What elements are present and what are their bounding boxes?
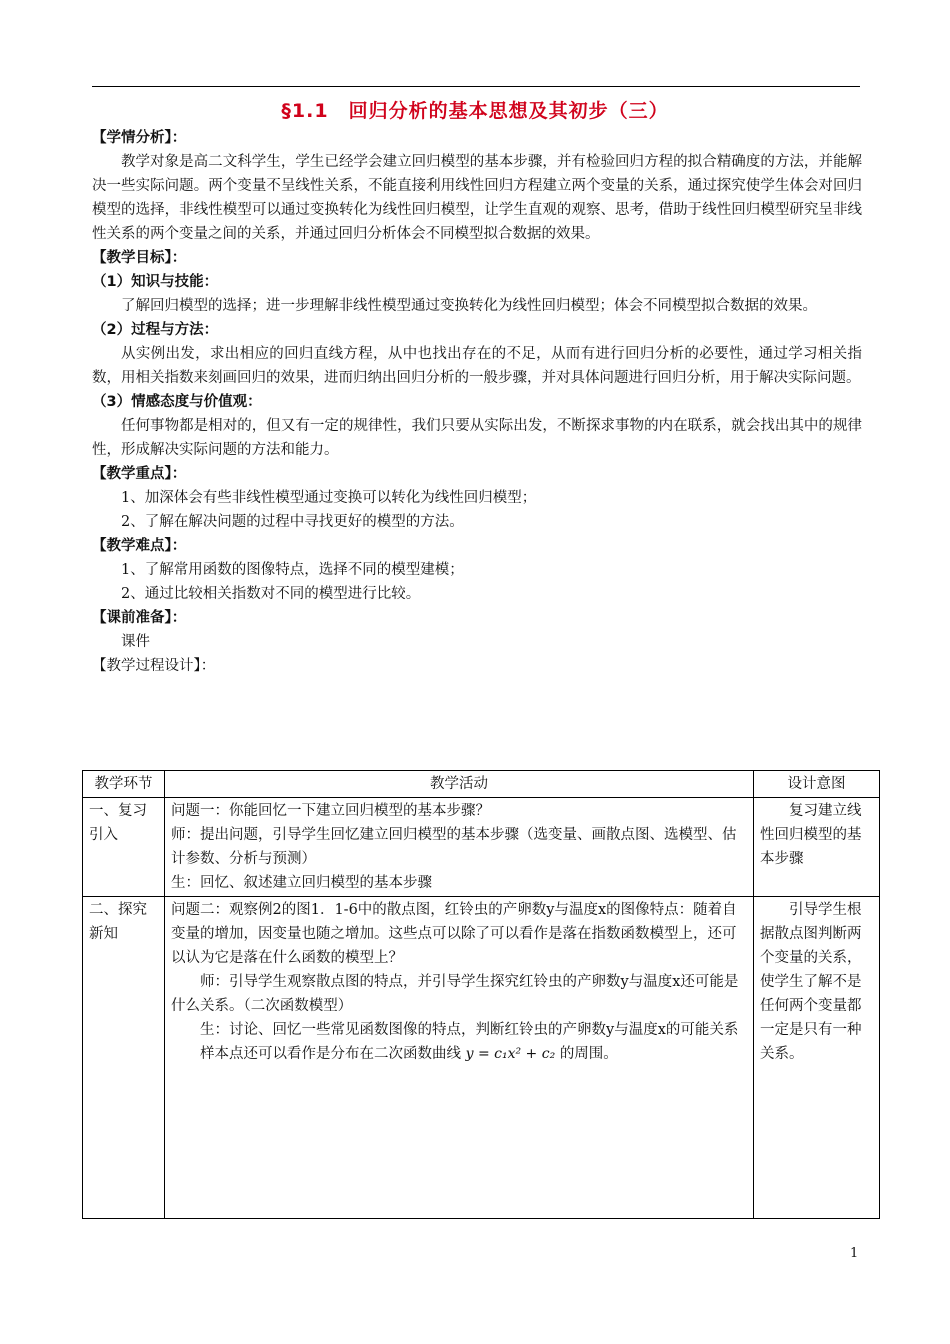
nandian-item-1: 1、了解常用函数的图像特点，选择不同的模型建模；	[121, 562, 464, 578]
document-body	[92, 126, 862, 678]
header-stage: 教学环节	[83, 771, 165, 798]
page-number: 1	[850, 1246, 859, 1261]
stage-cell: 二、探究新知	[83, 897, 165, 1219]
sample-line	[171, 1042, 747, 1066]
guocheng-heading: 【教学过程设计】：	[92, 658, 216, 674]
zhunbei-body: 课件	[121, 634, 150, 650]
xueqing-heading: 【学情分析】：	[92, 130, 187, 146]
activity-cell	[165, 897, 754, 1219]
table-header-row	[83, 771, 880, 798]
xueqing-paragraph: 教学对象是高二文科学生，学生已经学会建立回归模型的基本步骤，并有检验回归方程的拟合精确度的方法，并能解决一些实际问题。两个变量不呈线性关系，不能直接利用线性回归方程建立两个变量的关系，通过探究使学生体会对回归模型的选择，非线性模型可以通过变换转化为线性回归模型，让学生直观的观察、思考，借助于线性回归模型研究呈非线性关系的两个变量之间的关系，并通过回归分析体会不同模型拟合数据的效果。	[92, 154, 862, 242]
activity-line: 问题二：观察例2的图1．1-6中的散点图，红铃虫的产卵数y与温度x的图像特点：随着自变量的增加，因变量也随之增加。这些点可以除了可以看作是落在指数函数模型上，还可以认为它是落在什么函数的模型上？	[171, 902, 737, 966]
header-rule	[92, 86, 860, 87]
stage-cell: 一、复习引入	[83, 798, 165, 897]
activity-line: 生：讨论、回忆一些常见函数图像的特点，判断红铃虫的产卵数y与温度x的可能关系	[200, 1022, 739, 1038]
table-row	[83, 897, 880, 1219]
activity-line: 生：回忆、叙述建立回归模型的基本步骤	[171, 875, 432, 891]
intent-cell: 引导学生根据散点图判断两个变量的关系，使学生了解不是任何两个变量都一定是只有一种关系。	[754, 897, 880, 1219]
quadratic-formula: y = c₁x² + c₂	[465, 1046, 556, 1062]
nandian-heading: 【教学难点】：	[92, 538, 187, 554]
mubiao-3-paragraph: 任何事物都是相对的，但又有一定的规律性，我们只要从实际出发，不断探求事物的内在联系，就会找出其中的规律性，形成解决实际问题的方法和能力。	[92, 418, 862, 458]
intent-cell: 复习建立线性回归模型的基本步骤	[754, 798, 880, 897]
table-row	[83, 798, 880, 897]
mubiao-heading: 【教学目标】：	[92, 250, 187, 266]
mubiao-1-heading: （1）知识与技能：	[92, 274, 219, 290]
zhongdian-item-1: 1、加深体会有些非线性模型通过变换可以转化为线性回归模型；	[121, 490, 537, 506]
mubiao-2-heading: （2）过程与方法：	[92, 322, 219, 338]
sample-text-after: 的周围。	[559, 1046, 618, 1062]
activity-line: 师：提出问题，引导学生回忆建立回归模型的基本步骤（选变量、画散点图、选模型、估计参数、分析与预测）	[171, 827, 737, 867]
zhongdian-item-2: 2、了解在解决问题的过程中寻找更好的模型的方法。	[121, 514, 464, 530]
activity-line: 问题一：你能回忆一下建立回归模型的基本步骤？	[171, 803, 490, 819]
mubiao-1-paragraph: 了解回归模型的选择；进一步理解非线性模型通过变换转化为线性回归模型；体会不同模型拟合数据的效果。	[121, 298, 817, 314]
zhongdian-heading: 【教学重点】：	[92, 466, 187, 482]
activity-cell	[165, 798, 754, 897]
header-intent: 设计意图	[754, 771, 880, 798]
header-activity: 教学活动	[165, 771, 754, 798]
activity-line: 师：引导学生观察散点图的特点，并引导学生探究红铃虫的产卵数y与温度x还可能是什么关系。（二次函数模型）	[171, 974, 739, 1014]
zhunbei-heading: 【课前准备】：	[92, 610, 187, 626]
nandian-item-2: 2、通过比较相关指数对不同的模型进行比较。	[121, 586, 421, 602]
page-title: §1.1 回归分析的基本思想及其初步（三）	[281, 100, 669, 122]
mubiao-3-heading: （3）情感态度与价值观：	[92, 394, 262, 410]
process-table	[82, 770, 880, 1219]
sample-text-before: 样本点还可以看作是分布在二次函数曲线	[200, 1046, 461, 1062]
mubiao-2-paragraph: 从实例出发，求出相应的回归直线方程，从中也找出存在的不足，从而有进行回归分析的必要性，通过学习相关指数，用相关指数来刻画回归的效果，进而归纳出回归分析的一般步骤，并对具体问题进行回归分析，用于解决实际问题。	[92, 346, 862, 386]
